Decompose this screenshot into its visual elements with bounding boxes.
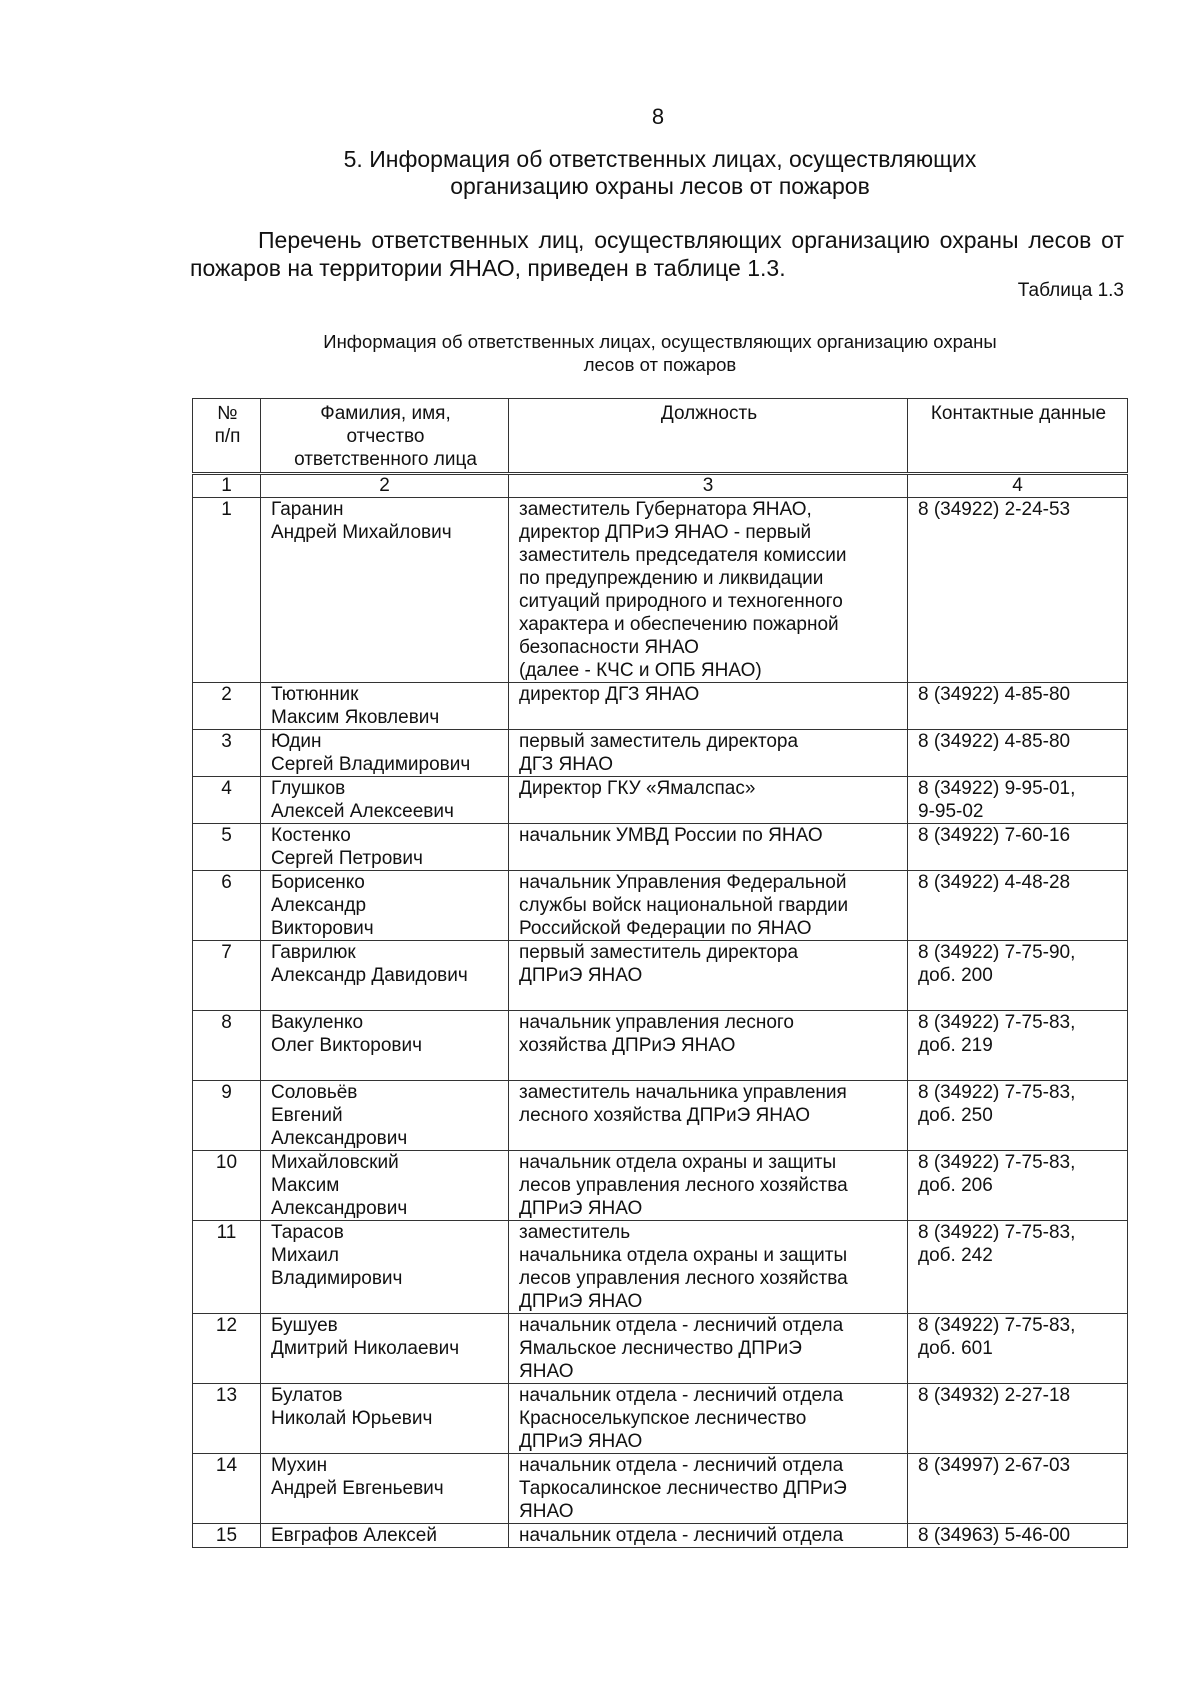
cell-position-line: заместитель: [519, 1222, 631, 1243]
table-row: [193, 498, 1128, 683]
cell-name-line: Евграфов Алексей: [271, 1525, 437, 1546]
cell-position: [509, 1221, 908, 1314]
section-heading-line: 5. Информация об ответственных лицах, осуществляющих: [343, 146, 977, 172]
cell-contacts-line: 8 (34922) 7-75-90,: [918, 942, 1076, 963]
cell-position-line: начальник отдела охраны и защиты: [519, 1152, 837, 1173]
cell-number: 8: [193, 1011, 261, 1081]
cell-name: [261, 498, 509, 683]
table-label: Таблица 1.3: [1017, 280, 1124, 301]
section-heading: [240, 146, 1080, 200]
cell-contacts-line: доб. 250: [918, 1105, 993, 1126]
cell-contacts: [908, 1151, 1128, 1221]
cell-contacts: [908, 730, 1128, 777]
cell-position-line: начальник отдела - лесничий отдела: [519, 1315, 844, 1336]
cell-name-line: Викторович: [271, 918, 374, 939]
cell-position: [509, 871, 908, 941]
cell-contacts-line: 8 (34922) 7-75-83,: [918, 1222, 1076, 1243]
cell-name-line: Глушков: [271, 778, 346, 799]
cell-name: [261, 941, 509, 1011]
intro-paragraph: Перечень ответственных лиц, осуществляющих организацию охраны лесов от пожаров на территории ЯНАО, приведен в таблице 1.3.: [190, 227, 1124, 281]
cell-name-line: Сергей Петрович: [271, 848, 423, 869]
cell-name-line: Вакуленко: [271, 1012, 364, 1033]
cell-name-line: Сергей Владимирович: [271, 754, 471, 775]
cell-position-line: лесов управления лесного хозяйства: [519, 1175, 848, 1196]
header-row: [193, 399, 1128, 474]
header-name: [261, 399, 509, 474]
cell-number: 5: [193, 824, 261, 871]
cell-position-line: Красноселькупское лесничество: [519, 1408, 807, 1429]
cell-position-line: начальник отдела - лесничий отдела: [519, 1525, 844, 1546]
cell-contacts-line: 8 (34922) 7-75-83,: [918, 1012, 1076, 1033]
cell-contacts: [908, 1221, 1128, 1314]
column-number-row: [193, 474, 1128, 498]
cell-contacts-line: 9-95-02: [918, 801, 984, 822]
cell-contacts: [908, 1384, 1128, 1454]
cell-name: [261, 1011, 509, 1081]
cell-position: [509, 1151, 908, 1221]
cell-contacts-line: доб. 206: [918, 1175, 993, 1196]
cell-position-line: лесного хозяйства ДПРиЭ ЯНАО: [519, 1105, 810, 1126]
header-text: Контактные данные: [930, 403, 1107, 424]
cell-position: [509, 1011, 908, 1081]
cell-position: [509, 1384, 908, 1454]
cell-position: [509, 941, 908, 1011]
cell-position-line: ДГЗ ЯНАО: [519, 754, 613, 775]
header-text: ответственного лица: [294, 449, 477, 470]
cell-contacts: [908, 824, 1128, 871]
cell-number: 11: [193, 1221, 261, 1314]
cell-position-line: Директор ГКУ «Ямалспас»: [519, 778, 756, 799]
cell-position-line: службы войск национальной гвардии: [519, 895, 849, 916]
cell-contacts-line: 8 (34922) 7-75-83,: [918, 1082, 1076, 1103]
cell-position: [509, 683, 908, 730]
cell-contacts-line: 8 (34922) 4-85-80: [918, 684, 1071, 705]
cell-name: [261, 683, 509, 730]
column-number: 2: [261, 474, 509, 498]
cell-number: 9: [193, 1081, 261, 1151]
cell-contacts: [908, 1081, 1128, 1151]
cell-contacts: [908, 1524, 1128, 1548]
cell-name-line: Андрей Евгеньевич: [271, 1478, 444, 1499]
cell-name-line: Максим Яковлевич: [271, 707, 440, 728]
table-caption: [250, 330, 1070, 376]
cell-position-line: начальника отдела охраны и защиты: [519, 1245, 848, 1266]
cell-position: [509, 498, 908, 683]
header-text: Фамилия, имя,: [320, 403, 451, 424]
cell-contacts-line: 8 (34922) 7-75-83,: [918, 1315, 1076, 1336]
cell-number: 14: [193, 1454, 261, 1524]
cell-number: 6: [193, 871, 261, 941]
cell-name-line: Александр Давидович: [271, 965, 468, 986]
cell-name-line: Костенко: [271, 825, 351, 846]
cell-name-line: Максим: [271, 1175, 340, 1196]
cell-number: 15: [193, 1524, 261, 1548]
cell-contacts-line: 8 (34922) 4-85-80: [918, 731, 1071, 752]
cell-contacts-line: доб. 601: [918, 1338, 993, 1359]
table-row: [193, 1221, 1128, 1314]
cell-contacts: [908, 683, 1128, 730]
header-text: отчество: [346, 426, 425, 447]
cell-name-line: Борисенко: [271, 872, 365, 893]
cell-contacts-line: 8 (34922) 7-75-83,: [918, 1152, 1076, 1173]
table-row: [193, 1314, 1128, 1384]
cell-position-line: ДПРиЭ ЯНАО: [519, 1291, 643, 1312]
cell-position: [509, 1081, 908, 1151]
cell-name: [261, 1081, 509, 1151]
cell-number: 3: [193, 730, 261, 777]
cell-name-line: Александрович: [271, 1128, 408, 1149]
cell-name-line: Тарасов: [271, 1222, 344, 1243]
table-row: [193, 824, 1128, 871]
cell-position-line: начальник отдела - лесничий отдела: [519, 1385, 844, 1406]
table-caption-line: Информация об ответственных лицах, осуществляющих организацию охраны: [323, 331, 997, 352]
cell-number: 4: [193, 777, 261, 824]
cell-position: [509, 1454, 908, 1524]
section-heading-line: организацию охраны лесов от пожаров: [450, 173, 870, 199]
cell-position-line: безопасности ЯНАО: [519, 637, 699, 658]
cell-position: [509, 730, 908, 777]
table-caption-line: лесов от пожаров: [583, 354, 737, 375]
cell-contacts-line: 8 (34922) 4-48-28: [918, 872, 1071, 893]
cell-name: [261, 1314, 509, 1384]
header-contacts: [908, 399, 1128, 474]
cell-contacts-line: 8 (34963) 5-46-00: [918, 1525, 1071, 1546]
cell-name: [261, 730, 509, 777]
cell-name-line: Александрович: [271, 1198, 408, 1219]
cell-number: 2: [193, 683, 261, 730]
cell-position-line: (далее - КЧС и ОПБ ЯНАО): [519, 660, 762, 681]
cell-position-line: первый заместитель директора: [519, 731, 799, 752]
table-row: [193, 1081, 1128, 1151]
cell-name-line: Андрей Михайлович: [271, 522, 452, 543]
cell-position: [509, 777, 908, 824]
cell-number: 10: [193, 1151, 261, 1221]
cell-contacts: [908, 941, 1128, 1011]
cell-position-line: ДПРиЭ ЯНАО: [519, 1198, 643, 1219]
cell-contacts: [908, 871, 1128, 941]
page-number: 8: [651, 104, 665, 129]
cell-name-line: Дмитрий Николаевич: [271, 1338, 460, 1359]
cell-name-line: Михайловский: [271, 1152, 399, 1173]
cell-position-line: хозяйства ДПРиЭ ЯНАО: [519, 1035, 736, 1056]
responsible-persons-table: [192, 398, 1128, 1548]
table-row: [193, 941, 1128, 1011]
table-body: [193, 474, 1128, 1548]
cell-name: [261, 1454, 509, 1524]
header-text: п/п: [214, 426, 241, 447]
cell-contacts-line: доб. 242: [918, 1245, 993, 1266]
cell-contacts-line: 8 (34922) 2-24-53: [918, 499, 1071, 520]
table-row: [193, 1151, 1128, 1221]
cell-name-line: Булатов: [271, 1385, 343, 1406]
cell-number: 7: [193, 941, 261, 1011]
cell-position-line: Ямальское лесничество ДПРиЭ: [519, 1338, 802, 1359]
cell-position: [509, 824, 908, 871]
header-num: [193, 399, 261, 474]
cell-position-line: ЯНАО: [519, 1361, 574, 1382]
cell-name-line: Соловьёв: [271, 1082, 358, 1103]
cell-position-line: ДПРиЭ ЯНАО: [519, 1431, 643, 1452]
table-row: [193, 730, 1128, 777]
header-text: №: [217, 403, 238, 424]
header-text: Должность: [660, 403, 758, 424]
cell-position-line: директор ДГЗ ЯНАО: [519, 684, 700, 705]
cell-position-line: заместитель председателя комиссии: [519, 545, 847, 566]
cell-name-line: Бушуев: [271, 1315, 338, 1336]
cell-contacts: [908, 1011, 1128, 1081]
cell-name: [261, 1221, 509, 1314]
cell-name: [261, 1524, 509, 1548]
cell-name-line: Михаил: [271, 1245, 339, 1266]
column-number: 4: [908, 474, 1128, 498]
cell-position: [509, 1524, 908, 1548]
column-number: 3: [509, 474, 908, 498]
cell-position-line: начальник Управления Федеральной: [519, 872, 847, 893]
cell-name: [261, 777, 509, 824]
cell-name-line: Мухин: [271, 1455, 328, 1476]
cell-contacts-line: 8 (34922) 7-60-16: [918, 825, 1071, 846]
column-number: 1: [193, 474, 261, 498]
table-row: [193, 1011, 1128, 1081]
cell-name-line: Гаврилюк: [271, 942, 356, 963]
cell-contacts-line: доб. 200: [918, 965, 993, 986]
table-row: [193, 1524, 1128, 1548]
cell-position-line: начальник отдела - лесничий отдела: [519, 1455, 844, 1476]
header-position: [509, 399, 908, 474]
table-row: [193, 777, 1128, 824]
cell-position-line: заместитель Губернатора ЯНАО,: [519, 499, 812, 520]
cell-position-line: директор ДПРиЭ ЯНАО - первый: [519, 522, 812, 543]
cell-name-line: Гаранин: [271, 499, 344, 520]
table-row: [193, 871, 1128, 941]
cell-position: [509, 1314, 908, 1384]
cell-name-line: Юдин: [271, 731, 322, 752]
cell-number: 12: [193, 1314, 261, 1384]
cell-name-line: Олег Викторович: [271, 1035, 423, 1056]
cell-position-line: Российской Федерации по ЯНАО: [519, 918, 812, 939]
cell-position-line: по предупреждению и ликвидации: [519, 568, 824, 589]
cell-contacts: [908, 777, 1128, 824]
cell-position-line: первый заместитель директора: [519, 942, 799, 963]
table-header: [193, 399, 1128, 474]
cell-contacts-line: 8 (34932) 2-27-18: [918, 1385, 1071, 1406]
cell-name-line: Тютюнник: [271, 684, 359, 705]
cell-contacts: [908, 1314, 1128, 1384]
cell-contacts: [908, 1454, 1128, 1524]
cell-name: [261, 824, 509, 871]
cell-name: [261, 1384, 509, 1454]
cell-number: 1: [193, 498, 261, 683]
cell-name-line: Владимирович: [271, 1268, 403, 1289]
cell-contacts-line: 8 (34997) 2-67-03: [918, 1455, 1071, 1476]
cell-position-line: ситуаций природного и техногенного: [519, 591, 843, 612]
cell-position-line: Таркосалинское лесничество ДПРиЭ: [519, 1478, 847, 1499]
cell-number: 13: [193, 1384, 261, 1454]
cell-position-line: ЯНАО: [519, 1501, 574, 1522]
cell-contacts-line: доб. 219: [918, 1035, 993, 1056]
cell-position-line: лесов управления лесного хозяйства: [519, 1268, 848, 1289]
cell-position-line: характера и обеспечению пожарной: [519, 614, 839, 635]
cell-name: [261, 1151, 509, 1221]
table-row: [193, 1384, 1128, 1454]
cell-contacts-line: 8 (34922) 9-95-01,: [918, 778, 1076, 799]
cell-name-line: Александр: [271, 895, 367, 916]
table-row: [193, 683, 1128, 730]
cell-position-line: заместитель начальника управления: [519, 1082, 847, 1103]
cell-contacts: [908, 498, 1128, 683]
cell-position-line: начальник управления лесного: [519, 1012, 794, 1033]
cell-position-line: ДПРиЭ ЯНАО: [519, 965, 643, 986]
cell-name-line: Николай Юрьевич: [271, 1408, 433, 1429]
cell-position-line: начальник УМВД России по ЯНАО: [519, 825, 823, 846]
table-row: [193, 1454, 1128, 1524]
cell-name-line: Евгений: [271, 1105, 343, 1126]
cell-name-line: Алексей Алексеевич: [271, 801, 454, 822]
cell-name: [261, 871, 509, 941]
